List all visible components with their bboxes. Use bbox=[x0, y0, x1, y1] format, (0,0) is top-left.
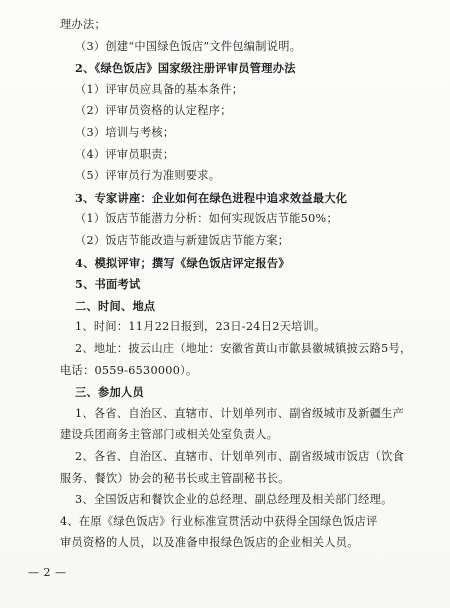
text-line: （5）评审员行为准则要求。 bbox=[75, 169, 221, 183]
text-line: 建设兵团商务主管部门或相关处室负责人。 bbox=[60, 428, 279, 442]
text-line: 1、各省、自治区、直辖市、计划单列市、副省级城市及新疆生产 bbox=[75, 406, 405, 420]
text-line: 2、各省、自治区、直辖市、计划单列市、副省级城市饭店（饮食 bbox=[75, 450, 405, 463]
text-line: 1、时间：11月22日报到，23日-24日2天培训。 bbox=[75, 320, 326, 334]
section-heading: 3、专家讲座：企业如何在绿色进程中追求效益最大化 bbox=[75, 190, 348, 205]
text-line: （2）饭店节能改造与新建饭店节能方案； bbox=[75, 234, 290, 247]
text-line: （1）评审员应具备的基本条件； bbox=[75, 82, 244, 96]
text-line: 电话：0559-6530000）。 bbox=[60, 363, 198, 377]
section-heading: 三、参加人员 bbox=[75, 385, 144, 400]
section-heading: 二、时间、地点 bbox=[75, 298, 156, 313]
text-line: 3、全国饭店和餐饮企业的总经理、副总经理及相关部门经理。 bbox=[75, 493, 393, 507]
text-line: 审员资格的人员，以及准备申报绿色饭店的企业相关人员。 bbox=[60, 536, 359, 550]
section-heading: 4、模拟评审；撰写《绿色饭店评定报告》 bbox=[75, 255, 290, 270]
text-line: 4、在原《绿色饭店》行业标准宣贯活动中获得全国绿色饭店评 bbox=[60, 514, 378, 528]
section-heading: 5、书面考试 bbox=[75, 277, 141, 292]
text-line: 理办法； bbox=[60, 18, 106, 31]
text-line: 服务、餐饮）协会的秘书长或主管副秘书长。 bbox=[60, 471, 290, 485]
section-heading: 2、《绿色饭店》国家级注册评审员管理办法 bbox=[75, 61, 296, 76]
text-line: （3）培训与考核； bbox=[75, 126, 175, 139]
text-line: （2）评审员资格的认定程序； bbox=[75, 104, 232, 118]
text-line: （3）创建“中国绿色饭店”文件包编制说明。 bbox=[75, 39, 302, 53]
text-line: （4）评审员职责； bbox=[75, 147, 175, 161]
text-line: 2、地址：披云山庄（地址：安徽省黄山市歙县徽城镇披云路5号， bbox=[75, 342, 412, 355]
text-line: （1）饭店节能潜力分析：如何实现饭店节能50%； bbox=[75, 212, 338, 226]
page-number: — 2 — bbox=[28, 566, 67, 579]
